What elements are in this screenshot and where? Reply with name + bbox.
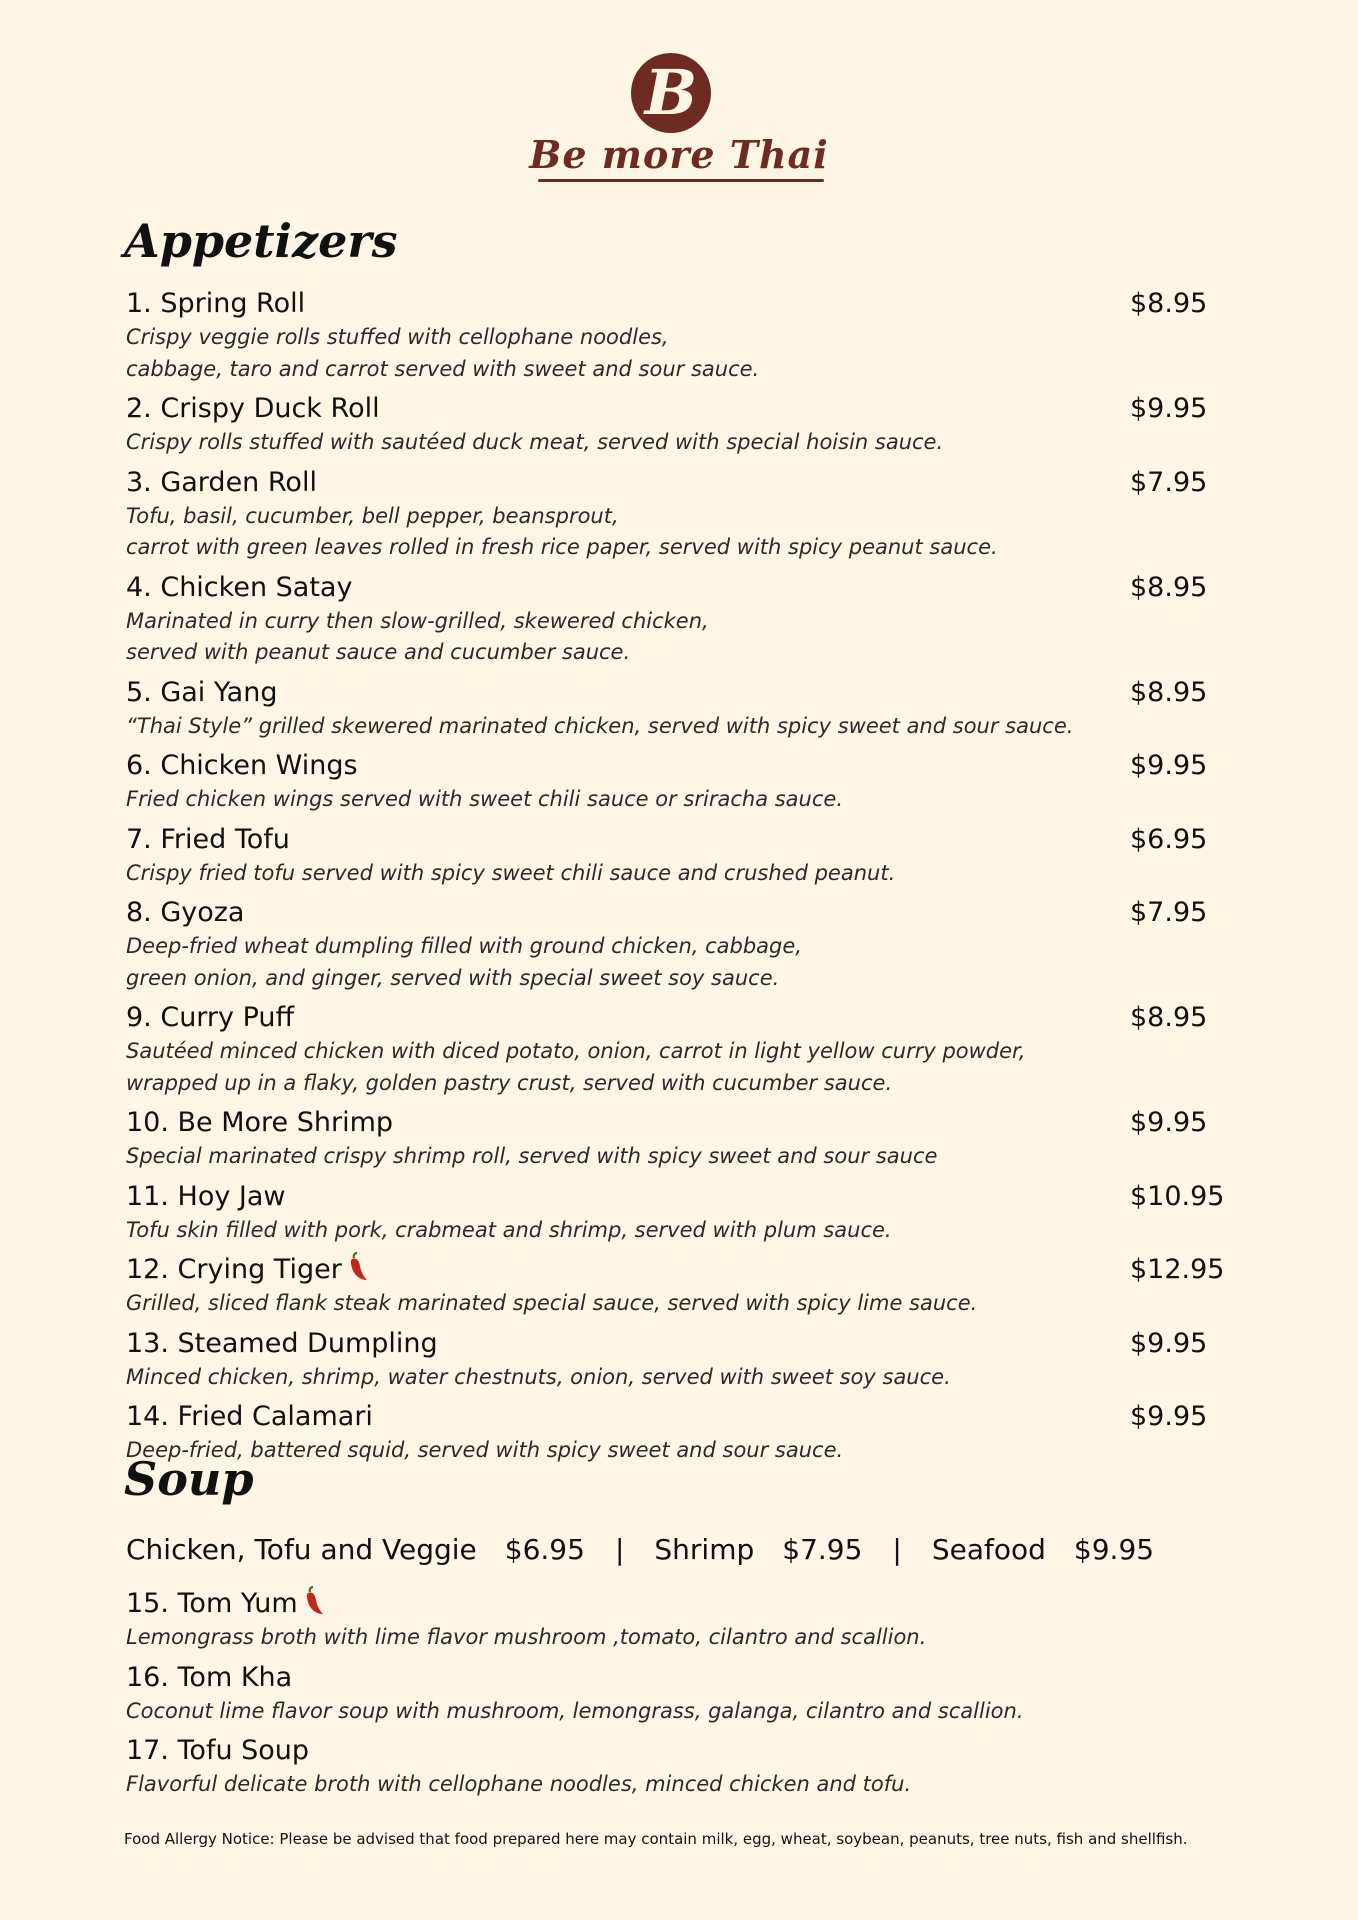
menu-item [126,895,1226,999]
menu-item-name: 10. Be More Shrimp [126,1107,394,1138]
menu-item-header [126,895,1226,931]
menu-item-header [126,286,1226,322]
logo-underline [538,179,824,182]
menu-item-price: $8.95 [1130,676,1208,708]
brand-logo [520,48,838,188]
menu-item [126,1399,1226,1472]
menu-item-header [126,465,1226,501]
menu-item [126,1660,1226,1733]
menu-item-price: $8.95 [1130,1002,1208,1033]
menu-item-price: $7.95 [1130,466,1208,498]
logo-mark: B [631,53,711,133]
menu-item-price: $10.95 [1130,1180,1225,1212]
menu-item-description: Crispy fried tofu served with spicy sweet chili sauce and crushed peanut. [126,860,896,885]
soup-price-value: $6.95 [504,1533,585,1566]
chili-pepper-icon [304,1586,324,1616]
menu-item-name: 16. Tom Kha [126,1661,293,1693]
menu-item-price: $8.95 [1130,571,1208,603]
menu-item-description: Sautéed minced chicken with diced potato, onion, carrot in light yellow curry powder, wrapped up in a flaky, golden pastry crust, served with cucumber sauce. [126,1039,1026,1095]
menu-item-price: $6.95 [1130,823,1208,855]
menu-item-name: 17. Tofu Soup [126,1735,310,1766]
menu-item-name: 14. Fried Calamari [126,1401,373,1432]
menu-item [126,1252,1226,1325]
menu-item-description: Grilled, sliced flank steak marinated special sauce, served with spicy lime sauce. [126,1291,978,1315]
menu-item-description: Deep-fried wheat dumpling filled with ground chicken, cabbage, green onion, and ginger, served with special sweet soy sauce. [126,934,802,990]
menu-item [126,1000,1226,1104]
menu-item-price: $8.95 [1130,288,1208,319]
menu-item-description: Deep-fried, battered squid, served with spicy sweet and sour sauce. [126,1438,844,1462]
soup-price-bar [126,1528,1236,1572]
menu-item-name: 4. Chicken Satay [126,571,353,603]
menu-item-name: 2. Crispy Duck Roll [126,393,380,424]
appetizers-list [126,286,1226,1473]
menu-item-header [126,1399,1226,1435]
menu-item-header [126,1105,1226,1141]
menu-item-name: 1. Spring Roll [126,288,306,319]
chili-pepper-icon [348,1252,368,1282]
menu-item-name: 5. Gai Yang [126,676,278,708]
menu-item-header [126,748,1226,784]
soup-price-value: $7.95 [782,1533,863,1566]
menu-item-price: $9.95 [1130,1401,1208,1432]
menu-item-price: $9.95 [1130,750,1208,781]
menu-item [126,570,1226,674]
menu-item-price: $9.95 [1130,393,1208,424]
menu-item-description: Coconut lime flavor soup with mushroom, lemongrass, galanga, cilantro and scallion. [126,1698,1024,1723]
soup-list [126,1586,1226,1807]
menu-item-name: 15. Tom Yum [126,1588,298,1619]
menu-item-header [126,1252,1226,1288]
menu-item-description: Tofu, basil, cucumber, bell pepper, beansprout, carrot with green leaves rolled in fresh rice paper, served with spicy peanut sauce. [126,503,998,559]
menu-item-header [126,1660,1226,1696]
menu-item-name: 8. Gyoza [126,897,245,928]
section-title-soup: Soup [124,1452,254,1506]
price-separator: | [892,1533,902,1566]
menu-item-description: Minced chicken, shrimp, water chestnuts, onion, served with sweet soy sauce. [126,1364,951,1389]
brand-name: Be more Thai [529,132,829,177]
menu-item-price: $9.95 [1130,1327,1208,1359]
menu-item-name: 6. Chicken Wings [126,750,358,781]
menu-item-header [126,570,1226,606]
menu-item-header [126,391,1226,427]
menu-item-name: 13. Steamed Dumpling [126,1327,438,1359]
menu-item [126,391,1226,464]
menu-item [126,748,1226,821]
menu-item-description: Marinated in curry then slow-grilled, skewered chicken, served with peanut sauce and cucumber sauce. [126,608,709,664]
menu-item-description: Fried chicken wings served with sweet chili sauce or sriracha sauce. [126,787,844,811]
menu-item-header [126,1179,1226,1215]
menu-item-description: Flavorful delicate broth with cellophane noodles, minced chicken and tofu. [126,1772,912,1796]
menu-item [126,1179,1226,1252]
menu-item [126,286,1226,390]
menu-item [126,1105,1226,1178]
allergy-notice: Food Allergy Notice: Please be advised that food prepared here may contain milk, egg, wheat, soybean, peanuts, tree nuts, fish and shellfish. [124,1830,1188,1848]
menu-item-header [126,1586,1226,1622]
menu-item-header [126,675,1226,711]
menu-item-price: $12.95 [1130,1254,1225,1285]
soup-price-label: Chicken, Tofu and Veggie [126,1533,477,1566]
menu-item-name: 11. Hoy Jaw [126,1180,286,1212]
menu-item-header [126,1000,1226,1036]
menu-item-header [126,822,1226,858]
menu-item [126,465,1226,569]
menu-item-header [126,1326,1226,1362]
soup-price-value: $9.95 [1073,1533,1155,1566]
menu-item-name: 9. Curry Puff [126,1002,295,1033]
menu-item [126,1326,1226,1399]
menu-item-description: Special marinated crispy shrimp roll, served with spicy sweet and sour sauce [126,1144,938,1168]
menu-item-name: 12. Crying Tiger [126,1254,342,1285]
menu-item [126,1586,1226,1659]
menu-item-description: Tofu skin filled with pork, crabmeat and shrimp, served with plum sauce. [126,1217,892,1242]
menu-item-description: “Thai Style” grilled skewered marinated chicken, served with spicy sweet and sour sauce. [126,713,1074,738]
menu-item [126,822,1226,895]
menu-item-name: 7. Fried Tofu [126,823,290,855]
menu-item-price: $7.95 [1130,897,1208,928]
menu-item-description: Crispy rolls stuffed with sautéed duck meat, served with special hoisin sauce. [126,430,944,454]
menu-item-header [126,1733,1226,1769]
menu-item-description: Lemongrass broth with lime flavor mushroom ,tomato, cilantro and scallion. [126,1625,927,1649]
menu-item-name: 3. Garden Roll [126,466,317,498]
price-separator: | [614,1533,625,1566]
menu-item-price: $9.95 [1130,1107,1208,1138]
menu-item [126,675,1226,748]
soup-price-label: Seafood [931,1533,1046,1566]
soup-price-label: Shrimp [654,1533,755,1566]
section-title-appetizers: Appetizers [124,214,398,268]
menu-item [126,1733,1226,1806]
menu-item-description: Crispy veggie rolls stuffed with cellophane noodles, cabbage, taro and carrot served with sweet and sour sauce. [126,325,760,381]
